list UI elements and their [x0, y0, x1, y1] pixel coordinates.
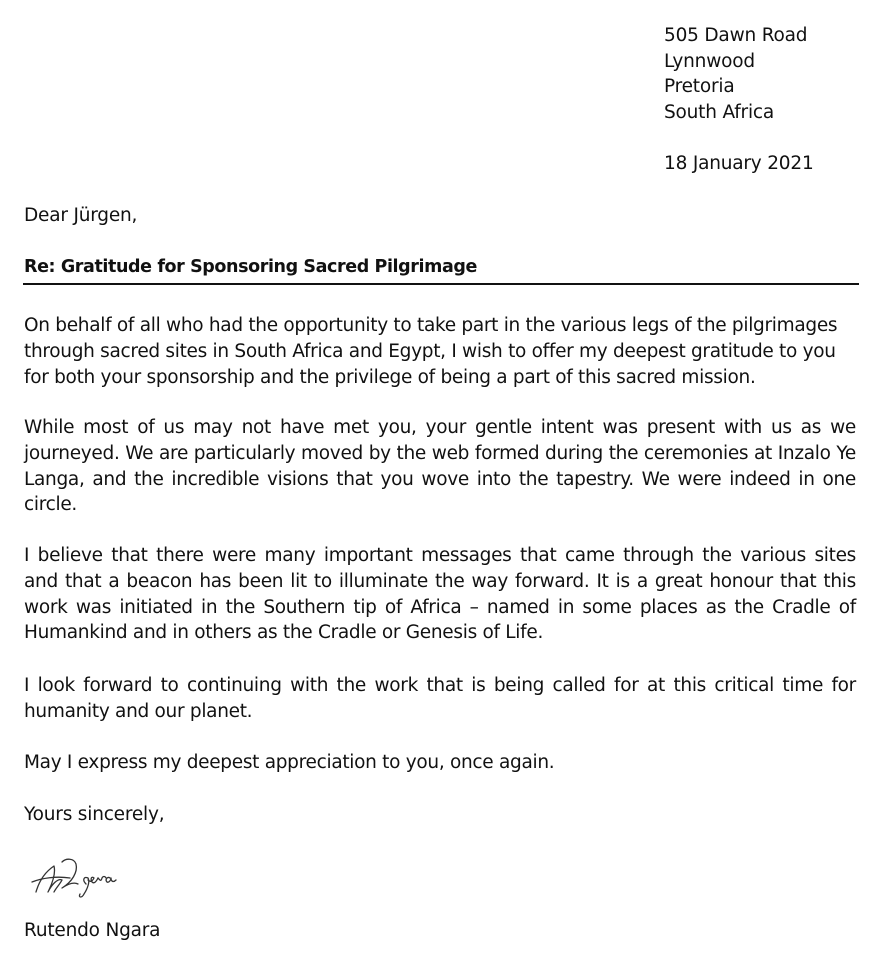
- address-suburb: Lynnwood: [664, 50, 755, 72]
- body-paragraph-1: On behalf of all who had the opportunity to take part in the various legs of the pilgrimages through sacred sites in South Africa and Egypt, I wish to offer my deepest gratitude to you for both your sponsorship and the privilege of being a part of this sacred mission.: [24, 315, 838, 388]
- subject-divider: [23, 283, 859, 285]
- body-paragraph-4: I look forward to continuing with the work that is being called for at this critical time for humanity and our planet.: [24, 675, 856, 722]
- body-paragraph-5: May I express my deepest appreciation to you, once again.: [24, 752, 555, 773]
- letter-date: 18 January 2021: [664, 153, 814, 174]
- sender-address: [664, 23, 807, 125]
- subject-line: Re: Gratitude for Sponsoring Sacred Pilgrimage: [24, 257, 477, 277]
- salutation: Dear Jürgen,: [24, 205, 138, 226]
- handwritten-signature: [26, 848, 146, 908]
- address-street: 505 Dawn Road: [664, 25, 808, 46]
- body-paragraph-2: While most of us may not have met you, your gentle intent was present with us as we journeyed. We are particularly moved by the web formed during the ceremonies at Inzalo Ye Langa, and the incredible visions that you wove into the tapestry. We were indeed in one circle.: [24, 417, 856, 516]
- signer-name: Rutendo Ngara: [24, 920, 161, 941]
- address-country: South Africa: [664, 101, 775, 123]
- address-city: Pretoria: [664, 76, 735, 97]
- body-paragraph-3: I believe that there were many important messages that came through the various sites and that a beacon has been lit to illuminate the way forward. It is a great honour that this work was initiated in the Southern tip of Africa – named in some places as the Cradle of Humankind and in others as the Cradle or Genesis of Life.: [24, 545, 856, 644]
- closing: Yours sincerely,: [24, 804, 165, 825]
